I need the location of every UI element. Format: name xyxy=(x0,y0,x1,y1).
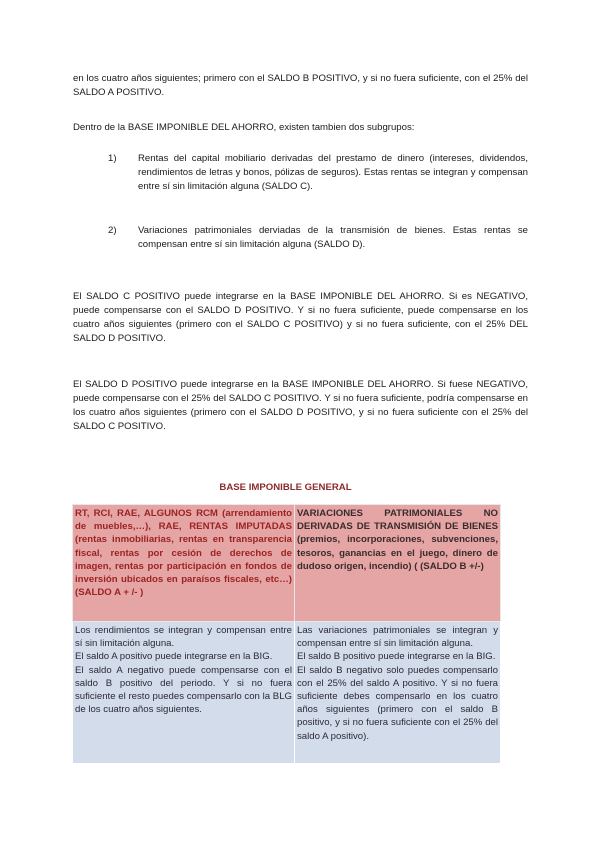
body-cell-left xyxy=(73,622,295,764)
paragraph-subgroups-intro: Dentro de la BASE IMPONIBLE DEL AHORRO, existen tambien dos subgrupos: xyxy=(73,122,415,133)
table-title: BASE IMPONIBLE GENERAL xyxy=(219,482,352,493)
body-right-line: El saldo B negativo solo puedes compensarlo con el 25% del saldo A positivo. Y si no fuera suficiente debes compensarlo en los cuatro años siguientes (primero con el saldo B positivo, y si no fuera suficiente con el 25% del saldo A positivo). xyxy=(297,664,498,742)
body-right-line: Las variaciones patrimoniales se integran y compensan entre sí sin limitación alguna. xyxy=(297,625,498,650)
header-cell-saldo-a xyxy=(73,505,295,622)
body-cell-right xyxy=(295,622,501,764)
list-item-1-text: Rentas del capital mobiliario derivadas del prestamo de dinero (intereses, dividendos, rendimientos de letras y bonos, pólizas de seguros). Estas rentas se integran y compensan entre sí sin limitación alguna (SALDO C). xyxy=(138,153,528,192)
header-cell-saldo-b xyxy=(295,505,501,622)
body-left-line: El saldo A positivo puede integrarse en la BIG. xyxy=(75,651,273,663)
paragraph-saldo-d: El SALDO D POSITIVO puede integrarse en la BASE IMPONIBLE DEL AHORRO. Si fuese NEGATIVO, puede compensarse con el 25% del SALDO C POSITIVO. Y si no fuera suficiente, podría compensarse en los cuatro años siguientes (primero con el SALDO D POSITIVO, y si no fuera suficiente con el 25% del SALDO C POSITIVO. xyxy=(73,379,528,432)
paragraph-continuation: en los cuatro años siguientes; primero con el SALDO B POSITIVO, y si no fuera suficiente, con el 25% del SALDO A POSITIVO. xyxy=(73,73,528,98)
table-header-row xyxy=(73,505,501,622)
list-item-2-text: Variaciones patrimoniales derviadas de la transmisión de bienes. Estas rentas se compensan entre sí sin limitación alguna (SALDO D). xyxy=(138,225,528,250)
body-right-line: El saldo B positivo puede integrarse en la BIG. xyxy=(297,651,496,663)
body-left-line: El saldo A negativo puede compensarse con el saldo B positivo del periodo. Y si no fuera suficiente el resto puedes compensarlo con la BLG de los cuatro años siguientes. xyxy=(75,664,292,716)
body-left-line: Los rendimientos se integran y compensan entre sí sin limitación alguna. xyxy=(75,625,292,650)
table-body-row xyxy=(73,622,501,764)
header-left-text: RT, RCI, RAE, ALGUNOS RCM (arrendamiento de muebles,…), RAE, RENTAS IMPUTADAS (rentas inmobiliarias, rentas en transparencia fiscal, rentas por cesión de derechos de imagen, rentas por participación en fondos de inversión ubicados en paraísos fiscales, etc…) (SALDO A + /- ) xyxy=(75,508,292,599)
paragraph-saldo-c: El SALDO C POSITIVO puede integrarse en la BASE IMPONIBLE DEL AHORRO. Si es NEGATIVO, puede compensarse con el SALDO D POSITIVO. Y si no fuera suficiente, puede compensarse en los cuatro años siguientes (primero con el SALDO C POSITIVO) y si no fuera suficiente, con el 25% DEL SALDO D POSITIVO. xyxy=(73,291,528,344)
list-item-2-number: 2) xyxy=(108,225,117,236)
list-item-1-number: 1) xyxy=(108,153,117,164)
header-right-rest-text: (premios, incorporaciones, subvenciones, tesoros, ganancias en el juego, dinero de dudoso origen, incendio) ( (SALDO B +/-) xyxy=(297,534,498,572)
base-imponible-table xyxy=(72,504,501,764)
header-right-bold-text: VARIACIONES PATRIMONIALES NO DERIVADAS DE TRANSMISIÓN DE BIENES xyxy=(297,508,498,533)
